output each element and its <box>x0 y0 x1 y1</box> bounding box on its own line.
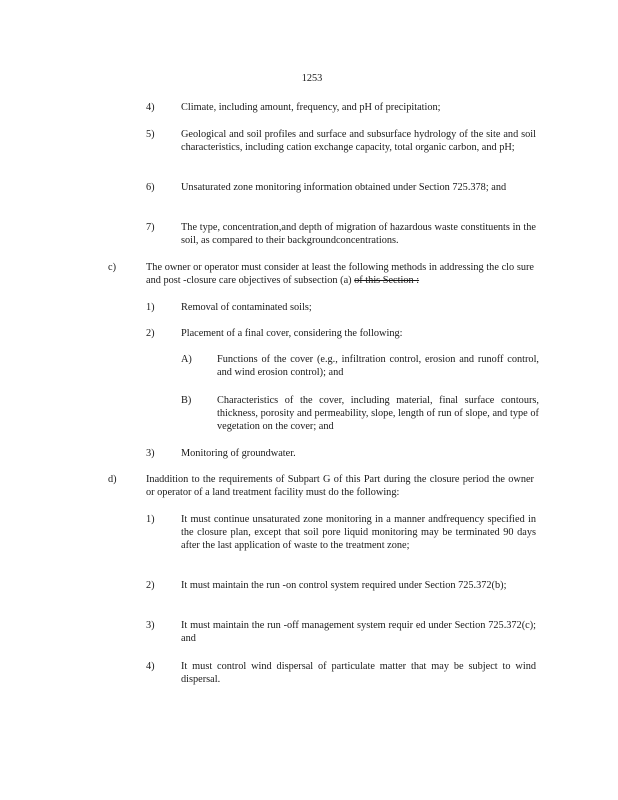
item-text: Monitoring of groundwater. <box>181 448 296 459</box>
item-number: c) <box>108 262 116 273</box>
item-number: 3) <box>146 448 155 459</box>
item-number: 6) <box>146 182 155 193</box>
item-number: d) <box>108 474 117 485</box>
item-text: It must continue unsaturated zone monitoring in a manner andfrequency specified in the closure plan, except that soil pore liquid monitoring may be terminated 90 days after the last application of waste to the treatment zone; <box>181 514 536 551</box>
item-number: A) <box>181 354 192 365</box>
item-text: It must control wind dispersal of particulate matter that may be subject to wind dispersal. <box>181 661 536 685</box>
item-number: 2) <box>146 328 155 339</box>
item-number: 4) <box>146 102 155 113</box>
item-text: Placement of a final cover, considering the following: <box>181 328 403 339</box>
item-number: 1) <box>146 514 155 525</box>
item-text: Geological and soil profiles and surface and subsurface hydrology of the site and soil characteristics, including cation exchange capacity, total organic carbon, and pH; <box>181 129 536 153</box>
item-number: 3) <box>146 620 155 631</box>
item-number: 5) <box>146 129 155 140</box>
page-number: 1253 <box>301 73 323 84</box>
item-text: Characteristics of the cover, including material, final surface contours, thickness, porosity and permeability, slope, length of run of slope, and type of vegetation on the cover; and <box>217 395 539 432</box>
item-text: Removal of contaminated soils; <box>181 302 312 313</box>
item-text: Unsaturated zone monitoring information obtained under Section 725.378; and <box>181 182 507 193</box>
item-text <box>146 261 534 287</box>
item-text: It must maintain the run -off management system requir ed under Section 725.372(c); and <box>181 620 536 644</box>
item-text: Inaddition to the requirements of Subpart G of this Part during the closure period the owner or operator of a land treatment facility must do the following: <box>146 474 534 498</box>
item-number: 4) <box>146 661 155 672</box>
text-main: The owner or operator must consider at least the following methods in addressing the clo sure and post -closure care objectives of subsection (a) <box>146 262 534 286</box>
struck-text: of this Section : <box>354 275 420 286</box>
item-number: B) <box>181 395 192 406</box>
item-text: Functions of the cover (e.g., infiltration control, erosion and runoff control, and wind erosion control); and <box>217 354 539 378</box>
item-text: It must maintain the run -on control system required under Section 725.372(b); <box>181 580 507 591</box>
item-text: Climate, including amount, frequency, and pH of precipitation; <box>181 102 441 113</box>
item-number: 7) <box>146 222 155 233</box>
item-number: 1) <box>146 302 155 313</box>
item-text: The type, concentration,and depth of migration of hazardous waste constituents in the soil, as compared to their backgroundconcentrations. <box>181 222 536 246</box>
item-number: 2) <box>146 580 155 591</box>
